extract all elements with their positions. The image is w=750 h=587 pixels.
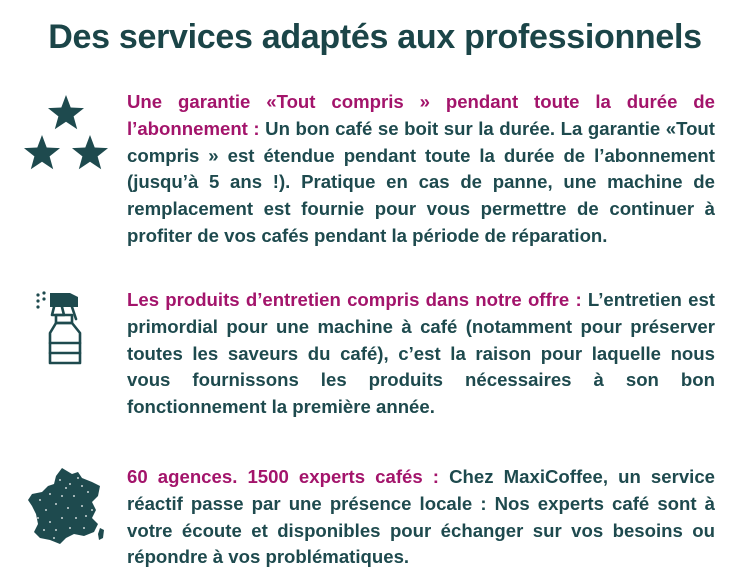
service-maintenance-text	[127, 287, 715, 421]
service-agencies-lead: 60 agences. 1500 experts cafés :	[127, 466, 440, 487]
service-maintenance-lead: Les produits d’entretien compris dans notre offre :	[127, 289, 582, 310]
three-stars-icon	[22, 93, 110, 173]
service-agencies-body: Chez MaxiCoffee, un service réactif passe par une présence locale : Nos experts café sont à votre écoute et disponibles pour échanger sur vos besoins ou répondre à vos problématiques.	[127, 466, 716, 568]
page-title: Des services adaptés aux professionnels	[48, 18, 702, 56]
spray-bottle-icon	[34, 287, 94, 367]
service-guarantee-lead: Une garantie «Tout compris » pendant toute la durée de l’abonnement :	[127, 91, 715, 139]
service-maintenance-body: L’entretien est primordial pour une machine à café (notamment pour préserver toutes les saveurs du café), c’est la raison pour laquelle nous vous fournissons les produits nécessaires à son bon fonctionnement la première année.	[127, 289, 715, 418]
service-agencies-text	[127, 464, 715, 571]
service-guarantee-body: Un bon café se boit sur la durée. La garantie «Tout compris » est étendue pendant toute la durée de l’abonnement (jusqu’à 5 ans !). Pratique en cas de panne, une machine de remplacement est fournie pour vous permettre de continuer à profiter de vos cafés pendant la période de réparation.	[127, 117, 715, 246]
service-guarantee-text	[127, 89, 715, 250]
france-map-icon	[26, 466, 106, 546]
